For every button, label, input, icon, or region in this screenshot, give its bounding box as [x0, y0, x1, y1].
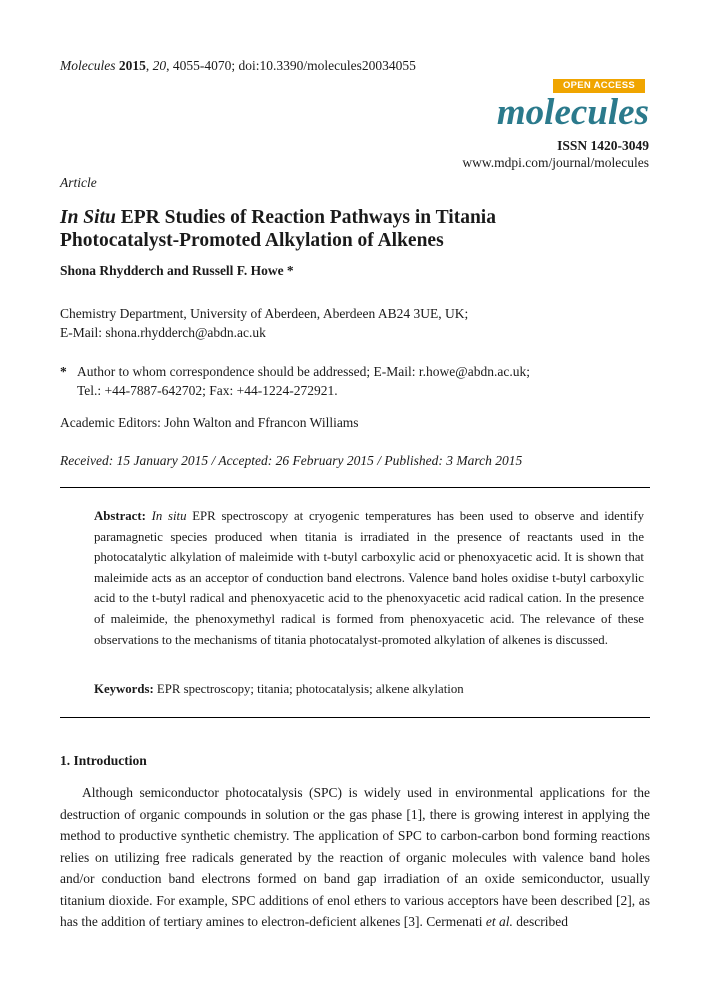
corr-line1: Author to whom correspondence should be addressed; E-Mail: r.howe@abdn.ac.uk;	[77, 364, 530, 379]
corr-line2: Tel.: +44-7887-642702; Fax: +44-1224-272921.	[77, 383, 338, 398]
authors: Shona Rhydderch and Russell F. Howe *	[60, 263, 294, 278]
corr-star: *	[60, 364, 67, 379]
intro-body	[60, 782, 650, 933]
abstract-text: EPR spectroscopy at cryogenic temperatures has been used to observe and identify paramagnetic species produced when titania is irradiated in the presence of reactants used in the photocatalytic alkylation of maleimide with t-butyl carboxylic acid or phenoxyacetic acid. It is shown that maleimide acts as an acceptor of conduction band electrons. Valence band holes oxidise t-butyl carboxylic acid to the t-butyl radical and phenoxyacetic acid to the phenoxyacetic acid radical cation. In the presence of maleimide, the phenoxymethyl radical is formed from phenoxyacetic acid. The relevance of these observations to the mechanisms of titania photocatalyst-promoted alkylation of alkenes is discussed.	[94, 509, 645, 647]
intro-paragraph	[60, 782, 650, 933]
affiliation-line: Chemistry Department, University of Aberdeen, Aberdeen AB24 3UE, UK;	[60, 306, 469, 321]
abstract-label: Abstract:	[94, 509, 146, 523]
title-line2: Photocatalyst-Promoted Alkylation of Alkenes	[60, 230, 444, 251]
keywords-label: Keywords:	[94, 682, 154, 696]
divider-bottom	[60, 717, 650, 718]
academic-editors: Academic Editors: John Walton and Ffrancon Williams	[60, 415, 359, 430]
section-heading: 1. Introduction	[60, 753, 147, 768]
intro-etal: et al.	[485, 914, 513, 929]
keywords	[94, 682, 464, 697]
title-line1: EPR Studies of Reaction Pathways in Titania	[115, 207, 496, 228]
open-access-badge: OPEN ACCESS	[553, 79, 645, 93]
journal-url[interactable]: www.mdpi.com/journal/molecules	[462, 155, 649, 170]
intro-text-end: described	[512, 914, 568, 929]
journal-year: 2015	[118, 58, 146, 73]
author-email[interactable]: E-Mail: shona.rhydderch@abdn.ac.uk	[60, 325, 266, 340]
journal-citation: Molecules 2015, 20, 4055-4070; doi:10.3390/molecules20034055	[60, 58, 416, 73]
correspondence	[60, 362, 530, 400]
keywords-text: EPR spectroscopy; titania; photocatalysis; alkene alkylation	[153, 682, 464, 696]
affiliation	[60, 304, 468, 342]
abstract	[94, 506, 644, 650]
article-title	[60, 206, 660, 252]
intro-text: Although semiconductor photocatalysis (SPC) is widely used in environmental applications for the destruction of organic compounds in solution or the gas phase [1], there is growing interest in applying the method to productive synthetic chemistry. The application of SPC to carbon-carbon bond forming reactions relies on utilizing free radicals generated by the reaction of organic molecules with valence band holes and/or conduction band electrons formed on band gap irradiation of an oxide semiconductor, usually titanium dioxide. For example, SPC additions of enol ethers to various acceptors have been described [2], as has the addition of tertiary amines to electron-deficient alkenes [3]. Cermenati	[60, 785, 650, 929]
abstract-lead: In situ	[151, 509, 187, 523]
issn: ISSN 1420-3049	[557, 138, 649, 153]
article-type: Article	[60, 175, 97, 190]
journal-volume: 20	[152, 58, 167, 73]
journal-logo: molecules	[496, 92, 649, 133]
publication-dates: Received: 15 January 2015 / Accepted: 26 February 2015 / Published: 3 March 2015	[60, 453, 523, 468]
journal-name: Molecules	[60, 58, 116, 73]
divider-top	[60, 487, 650, 488]
citation-doi: , 4055-4070; doi:10.3390/molecules20034055	[166, 58, 416, 73]
title-italic: In Situ	[60, 207, 116, 228]
